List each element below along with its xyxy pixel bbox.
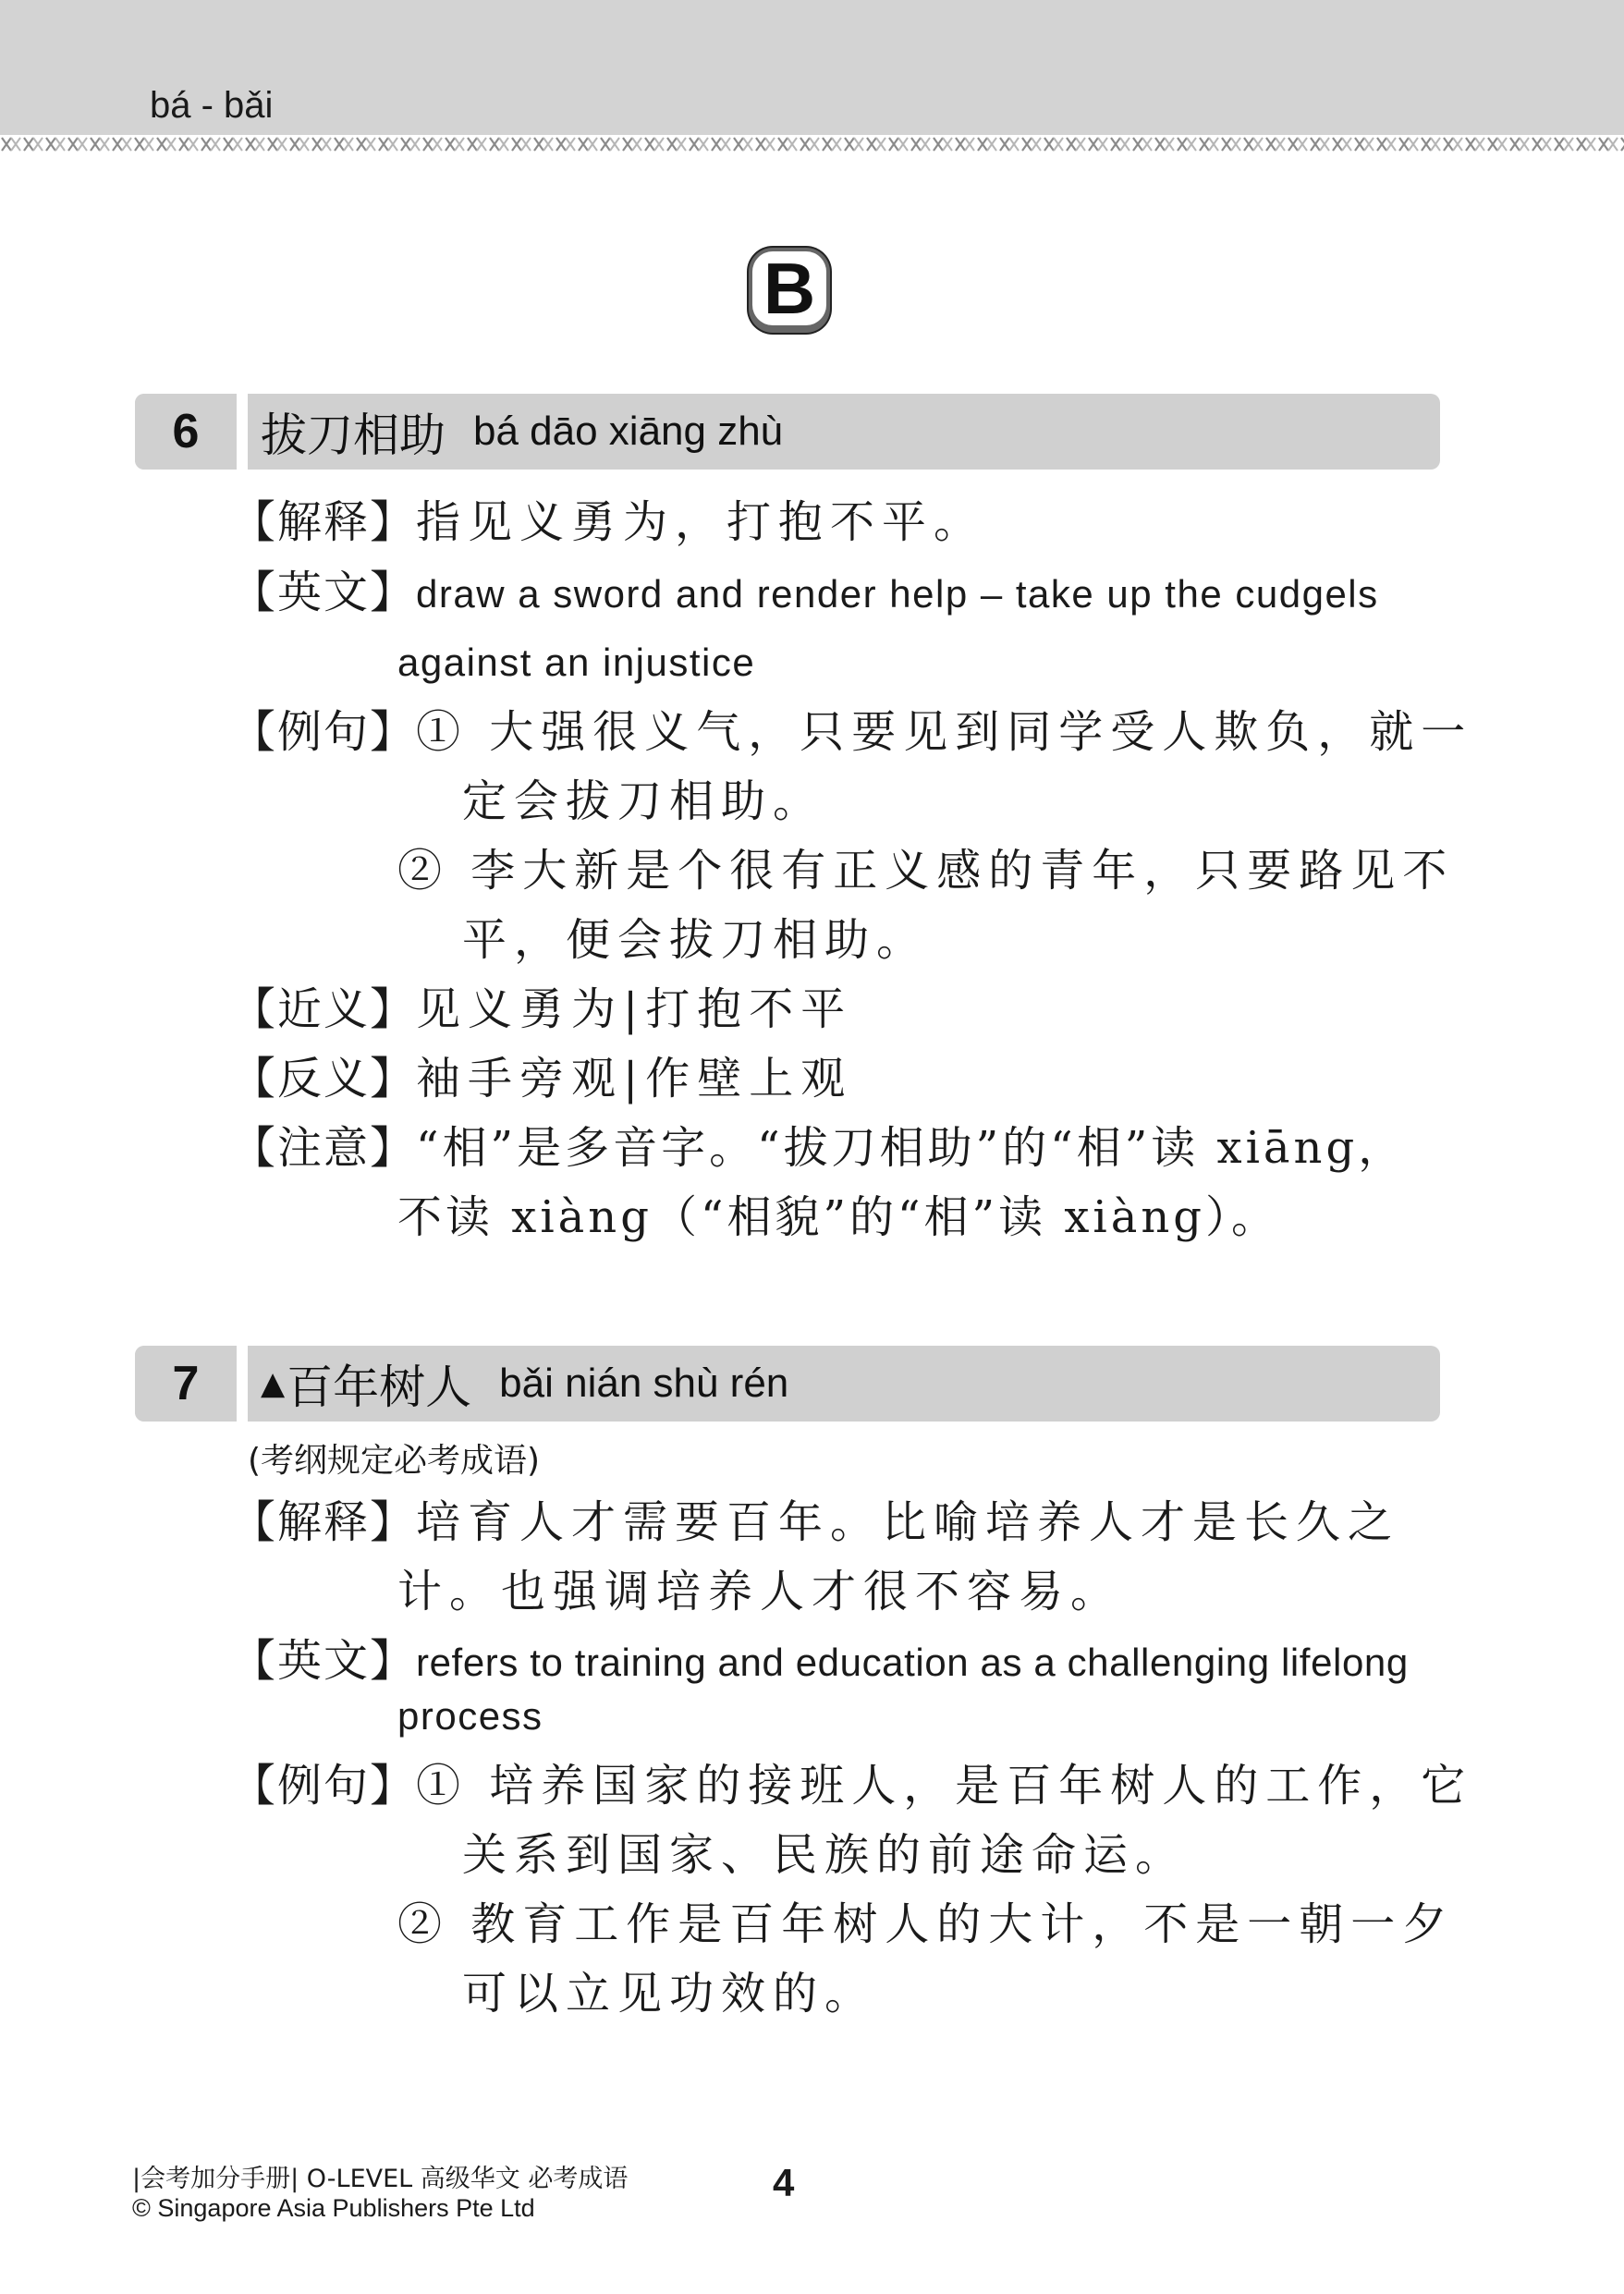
antonyms-row [231, 1044, 852, 1113]
examples-label: 【例句】 [231, 706, 417, 758]
triangle-marker-icon: ▲ [261, 1365, 286, 1402]
english-text: draw a sword and render help – take up the cudgels [416, 572, 1379, 616]
english-label: 【英文】 [231, 1635, 417, 1687]
examples-label: 【例句】 [231, 1760, 417, 1812]
example-2-cont: 平，便会拔刀相助。 [462, 914, 929, 966]
antonyms-label: 【反义】 [231, 1053, 417, 1104]
example-2: ② 李大新是个很有正义感的青年，只要路见不 [397, 845, 1455, 897]
antonyms-text: 袖手旁观|作壁上观 [416, 1053, 853, 1104]
synonyms-text: 见义勇为|打抱不平 [416, 983, 853, 1035]
synonyms-label: 【近义】 [231, 983, 417, 1035]
example-1: ① 培养国家的接班人，是百年树人的工作，它 [416, 1760, 1473, 1812]
decorative-border [0, 135, 1624, 153]
note-row [231, 1114, 1406, 1182]
entry-header [135, 1346, 1440, 1422]
entry-idiom: 拔刀相助 [261, 409, 446, 462]
note-text-cont: 不读 xiàng（“相貌”的“相”读 xiàng）。 [397, 1191, 1280, 1243]
example-1-cont: 关系到国家、民族的前途命运。 [462, 1829, 1188, 1881]
footer-book-title: |会考加分手册| O-LEVEL 高级华文 必考成语 [132, 2165, 629, 2193]
section-letter: B [763, 248, 816, 329]
cross-stitch-border-icon [0, 135, 1624, 153]
synonyms-row [231, 975, 852, 1043]
english-text-cont: against an injustice [397, 641, 756, 684]
note-label: 【注意】 [231, 1122, 417, 1174]
examples-row [231, 698, 1472, 766]
running-head: bá - bǎi [150, 85, 274, 126]
entry-title [261, 394, 783, 470]
entry-idiom: 百年树人 [287, 1361, 472, 1414]
section-letter-badge [749, 248, 830, 333]
example-1-cont: 定会拔刀相助。 [462, 775, 825, 827]
english-row [231, 558, 1379, 628]
explanation-label: 【解释】 [231, 496, 417, 548]
explanation-row [231, 488, 985, 556]
explanation-text: 培育人才需要百年。比喻培养人才是长久之 [416, 1496, 1400, 1548]
footer-copyright: © Singapore Asia Publishers Pte Ltd [132, 2194, 535, 2222]
example-1: ① 大强很义气，只要见到同学受人欺负，就一 [416, 706, 1473, 758]
explanation-label: 【解释】 [231, 1496, 417, 1548]
explanation-row [231, 1488, 1399, 1556]
entry-header [135, 394, 1440, 470]
entry-title [261, 1346, 788, 1422]
header-separator [237, 394, 248, 470]
header-separator [237, 1346, 248, 1422]
example-2-cont: 可以立见功效的。 [462, 1968, 877, 2019]
entry-pinyin: bá dāo xiāng zhù [473, 409, 784, 454]
english-text: refers to training and education as a challenging lifelong [416, 1641, 1409, 1684]
entry-number: 7 [135, 1346, 237, 1422]
page-number: 4 [773, 2161, 795, 2204]
entry-number: 6 [135, 394, 237, 470]
example-2: ② 教育工作是百年树人的大计，不是一朝一夕 [397, 1898, 1455, 1950]
syllabus-note: (考纲规定必考成语) [248, 1442, 541, 1480]
note-text: “相”是多音字。“拔刀相助”的“相”读 xiāng， [416, 1122, 1407, 1174]
english-label: 【英文】 [231, 567, 417, 618]
examples-row [231, 1751, 1472, 1820]
explanation-text-cont: 计。也强调培养人才很不容易。 [397, 1566, 1123, 1617]
english-text-cont: process [397, 1694, 543, 1738]
explanation-text: 指见义勇为，打抱不平。 [416, 496, 986, 548]
entry-pinyin: bǎi nián shù rén [499, 1361, 789, 1406]
